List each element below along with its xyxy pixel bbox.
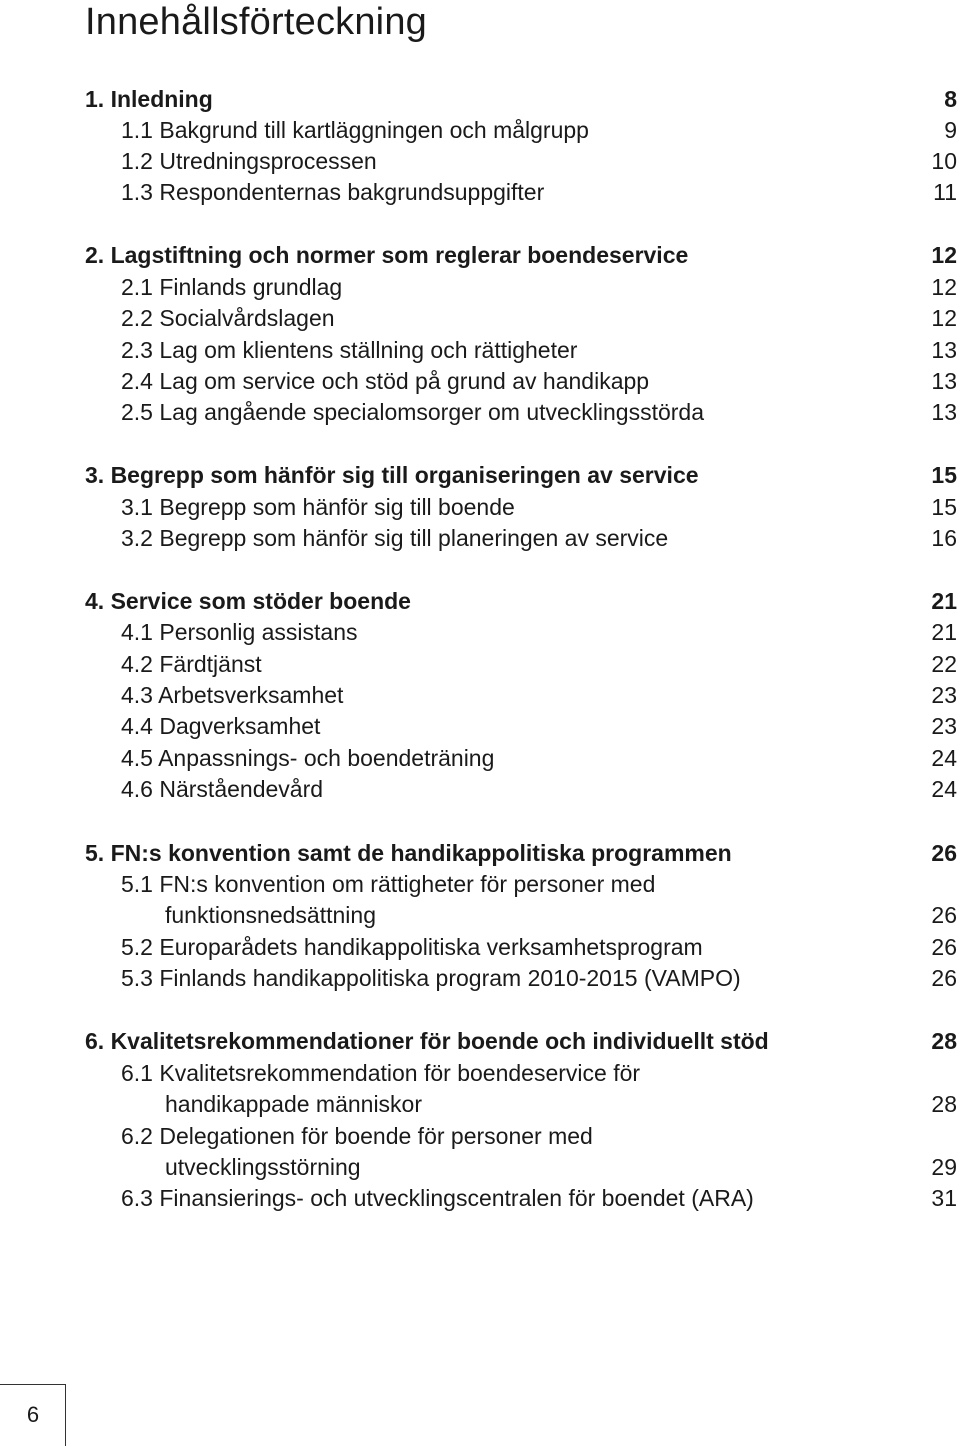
toc-entry-page: 12 (931, 274, 957, 300)
toc-entry-page: 24 (931, 745, 957, 771)
toc-entry-page: 13 (931, 399, 957, 425)
toc-entry-6-2[interactable] (0, 1120, 960, 1152)
toc-entry-page: 21 (931, 619, 957, 645)
toc-entry-label: 4.4 Dagverksamhet (121, 713, 321, 739)
toc-entry-page: 10 (931, 148, 957, 174)
toc-entry-4-3[interactable] (0, 679, 960, 711)
toc-entry-page: 13 (931, 337, 957, 363)
toc-entry-2-5[interactable] (0, 396, 960, 428)
toc-entry-5-3[interactable] (0, 962, 960, 994)
toc-entry-label: handikappade människor (165, 1091, 423, 1117)
toc-entry-label: 4. Service som stöder boende (85, 588, 411, 614)
toc-entry-label: 3. Begrepp som hänför sig till organiseringen av service (85, 462, 699, 488)
toc-entry-page: 8 (944, 86, 957, 112)
toc-entry-page: 15 (931, 494, 957, 520)
toc-entry-label: 5.3 Finlands handikappolitiska program 2010-2015 (VAMPO) (121, 965, 741, 991)
toc-entry-label: 6.1 Kvalitetsrekommendation för boendeservice för (121, 1060, 641, 1086)
toc-entry-page: 28 (931, 1091, 957, 1117)
toc-entry-2-1[interactable] (0, 271, 960, 303)
toc-entry-label: 3.1 Begrepp som hänför sig till boende (121, 494, 515, 520)
toc-entry-label: 1. Inledning (85, 86, 213, 112)
toc-entry-page: 23 (931, 682, 957, 708)
toc-entry-label: 5.2 Europarådets handikappolitiska verksamhetsprogram (121, 934, 703, 960)
toc-entry-page: 31 (931, 1185, 957, 1211)
toc-entry-4-1[interactable] (0, 616, 960, 648)
toc-entry-page: 21 (931, 588, 957, 614)
toc-entry-3[interactable] (0, 459, 960, 491)
toc-entry-label: 1.1 Bakgrund till kartläggningen och målgrupp (121, 117, 589, 143)
toc-entry-label: 2.3 Lag om klientens ställning och rättigheter (121, 337, 578, 363)
toc-entry-2[interactable] (0, 239, 960, 271)
toc-entry-6-2-continued[interactable] (0, 1151, 960, 1183)
toc-entry-label: 4.3 Arbetsverksamhet (121, 682, 344, 708)
toc-entry-label: 4.2 Färdtjänst (121, 651, 262, 677)
toc-entry-5-1[interactable] (0, 868, 960, 900)
toc-entry-3-2[interactable] (0, 522, 960, 554)
toc-entry-label: 6. Kvalitetsrekommendationer för boende och individuellt stöd (85, 1028, 769, 1054)
toc-entry-4-2[interactable] (0, 648, 960, 680)
toc-entry-label: 4.5 Anpassnings- och boendeträning (121, 745, 495, 771)
toc-entry-page: 22 (931, 651, 957, 677)
toc-entry-label: 2.1 Finlands grundlag (121, 274, 343, 300)
toc-entry-page: 26 (931, 902, 957, 928)
toc-entry-4-5[interactable] (0, 742, 960, 774)
toc-entry-6-3[interactable] (0, 1182, 960, 1214)
toc-entry-label: 2.5 Lag angående specialomsorger om utvecklingsstörda (121, 399, 705, 425)
toc-entry-5-2[interactable] (0, 931, 960, 963)
toc-entry-4-6[interactable] (0, 773, 960, 805)
toc-entry-label: 4.1 Personlig assistans (121, 619, 358, 645)
toc-entry-5[interactable] (0, 837, 960, 869)
toc-entry-label: funktionsnedsättning (165, 902, 376, 928)
toc-entry-6-1[interactable] (0, 1057, 960, 1089)
toc-entry-label: utvecklingsstörning (165, 1154, 361, 1180)
toc-entry-page: 26 (931, 840, 957, 866)
toc-entry-page: 11 (933, 179, 957, 205)
toc-entry-6-1-continued[interactable] (0, 1088, 960, 1120)
toc-entry-6[interactable] (0, 1025, 960, 1057)
toc-entry-page: 24 (931, 776, 957, 802)
toc-entry-page: 29 (931, 1154, 957, 1180)
toc-entry-1-1[interactable] (0, 114, 960, 146)
toc-entry-label: 6.2 Delegationen för boende för personer med (121, 1123, 593, 1149)
toc-entry-page: 16 (931, 525, 957, 551)
toc-entry-page: 28 (931, 1028, 957, 1054)
toc-entry-2-2[interactable] (0, 302, 960, 334)
toc-entry-page: 12 (931, 305, 957, 331)
toc-entry-page: 15 (931, 462, 957, 488)
toc-entry-4-4[interactable] (0, 710, 960, 742)
toc-entry-page: 12 (931, 242, 957, 268)
toc-entry-label: 3.2 Begrepp som hänför sig till planeringen av service (121, 525, 669, 551)
toc-entry-label: 4.6 Närståendevård (121, 776, 324, 802)
toc-entry-label: 6.3 Finansierings- och utvecklingscentralen för boendet (ARA) (121, 1185, 754, 1211)
toc-entry-1-2[interactable] (0, 145, 960, 177)
toc-entry-page: 23 (931, 713, 957, 739)
toc-entry-label: 2. Lagstiftning och normer som reglerar boendeservice (85, 242, 689, 268)
toc-entry-1[interactable] (0, 83, 960, 115)
toc-entry-label: 5.1 FN:s konvention om rättigheter för personer med (121, 871, 656, 897)
toc-entry-3-1[interactable] (0, 491, 960, 523)
toc-entry-page: 26 (931, 965, 957, 991)
toc-entry-label: 5. FN:s konvention samt de handikappolitiska programmen (85, 840, 732, 866)
toc-entry-label: 1.3 Respondenternas bakgrundsuppgifter (121, 179, 545, 205)
toc-entry-4[interactable] (0, 585, 960, 617)
toc-entry-5-1-continued[interactable] (0, 899, 960, 931)
page-number: 6 (26, 1402, 40, 1427)
toc-entry-page: 9 (944, 117, 957, 143)
toc-entry-label: 1.2 Utredningsprocessen (121, 148, 377, 174)
toc-entry-page: 13 (931, 368, 957, 394)
toc-entry-2-3[interactable] (0, 334, 960, 366)
toc-entry-2-4[interactable] (0, 365, 960, 397)
toc-entry-page: 26 (931, 934, 957, 960)
page-title: Innehållsförteckning (85, 1, 427, 43)
toc-entry-label: 2.4 Lag om service och stöd på grund av handikapp (121, 368, 650, 394)
toc-entry-1-3[interactable] (0, 176, 960, 208)
toc-entry-label: 2.2 Socialvårdslagen (121, 305, 335, 331)
